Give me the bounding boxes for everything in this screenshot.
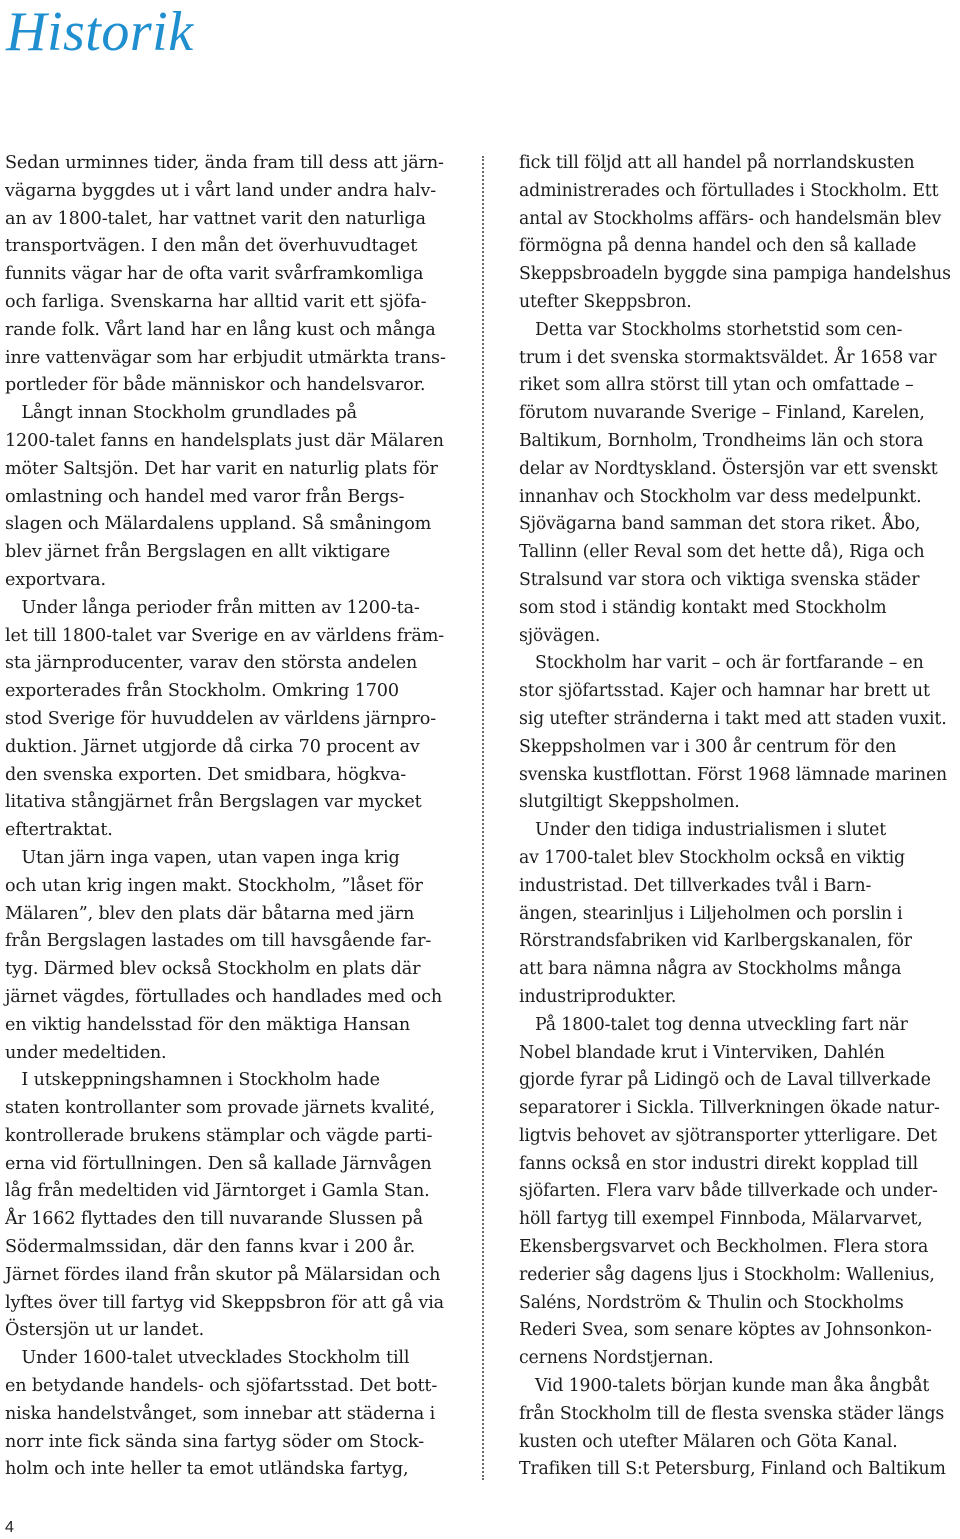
left-text-column <box>5 150 450 1484</box>
text-line: och farliga. Svenskarna har alltid varit ett sjöfa- <box>5 291 427 312</box>
text-line: 1200-talet fanns en handelsplats just där Mälaren <box>5 430 444 451</box>
text-line: duktion. Järnet utgjorde då cirka 70 procent av <box>5 736 420 757</box>
text-line: sjöfarten. Flera varv både tillverkade och under- <box>519 1181 938 1202</box>
text-line: exportvara. <box>5 569 106 590</box>
text-line: järnet vägdes, förtullades och handlades med och <box>5 986 443 1007</box>
text-line: vägarna byggdes ut i vårt land under andra halv- <box>5 180 437 201</box>
text-line: den svenska exporten. Det smidbara, högkva- <box>5 764 407 785</box>
text-line: Järnet fördes iland från skutor på Mälarsidan och <box>5 1264 441 1285</box>
text-line: slutgiltigt Skeppsholmen. <box>519 792 740 813</box>
text-line: fick till följd att all handel på norrlandskusten <box>519 153 915 173</box>
text-line: sjövägen. <box>519 625 601 646</box>
text-line: erna vid förtullningen. Den så kallade Järnvågen <box>5 1153 432 1174</box>
text-line: norr inte fick sända sina fartyg söder om Stock- <box>5 1431 424 1452</box>
text-line: Vid 1900-talets början kunde man åka ångbåt <box>519 1376 930 1397</box>
text-line: sta järnproducenter, varav den största andelen <box>5 653 418 674</box>
text-line: slagen och Mälardalens uppland. Så småningom <box>5 514 432 535</box>
text-line: gjorde fyrar på Lidingö och de Laval tillverkade <box>519 1070 931 1091</box>
text-line: Utan järn inga vapen, utan vapen inga krig <box>5 847 400 868</box>
column-divider <box>482 156 484 1480</box>
text-line: förmögna på denna handel och den så kallade <box>519 236 917 257</box>
text-line: förutom nuvarande Sverige – Finland, Karelen, <box>519 403 925 424</box>
text-line: Rörstrandsfabriken vid Karlbergskanalen, för <box>519 931 912 952</box>
text-line: Under 1600-talet utvecklades Stockholm till <box>5 1348 410 1369</box>
text-line: trum i det svenska stormaktsväldet. År 1658 var <box>519 347 937 368</box>
text-line: Långt innan Stockholm grundlades på <box>5 403 358 424</box>
text-line: från Stockholm till de flesta svenska städer längs <box>519 1403 945 1424</box>
text-line: Baltikum, Bornholm, Trondheims län och stora <box>519 430 924 451</box>
text-line: fanns också en stor industri direkt kopplad till <box>519 1153 919 1174</box>
text-line: från Bergslagen lastades om till havsgående far- <box>5 931 432 952</box>
text-line: stod Sverige för huvuddelen av världens järnpro- <box>5 708 437 729</box>
text-line: möter Saltsjön. Det har varit en naturlig plats för <box>5 458 438 479</box>
text-line: av 1700-talet blev Stockholm också en viktig <box>519 847 905 868</box>
text-line: Skeppsbroadeln byggde sina pampiga handelshus <box>519 264 951 285</box>
text-line: Ekensbergsvarvet och Beckholmen. Flera stora <box>519 1237 929 1258</box>
text-line: cernens Nordstjernan. <box>519 1348 714 1369</box>
text-line: Under långa perioder från mitten av 1200-ta- <box>5 597 420 618</box>
text-line: en viktig handelsstad för den mäktiga Hansan <box>5 1014 411 1035</box>
text-line: administrerades och förtullades i Stockholm. Ett <box>519 180 939 201</box>
text-line: Mälaren”, blev den plats där båtarna med järn <box>5 903 415 924</box>
text-line: ängen, stearinljus i Liljeholmen och porslin i <box>519 903 903 924</box>
text-line: utefter Skeppsbron. <box>519 291 692 312</box>
text-line: blev järnet från Bergslagen en allt viktigare <box>5 542 391 563</box>
text-line: och utan krig ingen makt. Stockholm, ”låset för <box>5 875 423 896</box>
text-line: portleder för både människor och handelsvaror. <box>5 375 426 396</box>
text-line: att bara nämna några av Stockholms många <box>519 959 902 980</box>
text-line: exporterades från Stockholm. Omkring 1700 <box>5 681 399 702</box>
text-line: Trafiken till S:t Petersburg, Finland och Baltikum <box>519 1459 946 1480</box>
text-line: holm och inte heller ta emot utländska fartyg, <box>5 1459 409 1480</box>
text-line: tyg. Därmed blev också Stockholm en plats där <box>5 959 421 980</box>
text-line: Skeppsholmen var i 300 år centrum för den <box>519 736 897 757</box>
text-line: Sedan urminnes tider, ända fram till dess att järn- <box>5 153 444 173</box>
text-line: rande folk. Vårt land har en lång kust och många <box>5 319 436 340</box>
page-title: Historik <box>6 1 194 63</box>
text-line: Östersjön ut ur landet. <box>5 1320 205 1341</box>
text-line: På 1800-talet tog denna utveckling fart när <box>519 1014 908 1035</box>
text-line: Saléns, Nordström & Thulin och Stockholms <box>519 1292 904 1313</box>
text-line: en betydande handels- och sjöfartsstad. Det bott- <box>5 1376 438 1397</box>
text-line: riket som allra störst till ytan och omfattade – <box>519 375 914 396</box>
page-number: 4 <box>5 1519 14 1536</box>
text-line: industriprodukter. <box>519 986 677 1007</box>
text-line: staten kontrollanter som provade järnets kvalité, <box>5 1098 435 1119</box>
text-line: ligtvis behovet av sjötransporter ytterligare. Det <box>519 1125 937 1146</box>
text-line: rederier såg dagens ljus i Stockholm: Wallenius, <box>519 1264 935 1285</box>
text-line: separatorer i Sickla. Tillverkningen ökade natur- <box>519 1098 940 1119</box>
text-line: Södermalmssidan, där den fanns kvar i 200 år. <box>5 1237 416 1258</box>
text-line: an av 1800-talet, har vattnet varit den naturliga <box>5 208 426 229</box>
text-line: antal av Stockholms affärs- och handelsmän blev <box>519 208 942 229</box>
text-line: Sjövägarna band samman det stora riket. Åbo, <box>519 514 921 535</box>
text-line: svenska kustflottan. Först 1968 lämnade marinen <box>519 764 948 785</box>
text-line: under medeltiden. <box>5 1042 167 1063</box>
text-line: kontrollerade brukens stämplar och vägde parti- <box>5 1125 433 1146</box>
text-line: Stralsund var stora och viktiga svenska städer <box>519 569 920 590</box>
text-line: Stockholm har varit – och är fortfarande – en <box>519 653 924 674</box>
text-line: let till 1800-talet var Sverige en av världens främ- <box>5 625 445 646</box>
text-line: höll fartyg till exempel Finnboda, Mälarvarvet, <box>519 1209 923 1230</box>
text-line: industristad. Det tillverkades tvål i Barn- <box>519 875 872 896</box>
right-text-column <box>519 150 959 1484</box>
text-line: lyftes över till fartyg vid Skeppsbron för att gå via <box>5 1292 445 1313</box>
text-line: litativa stångjärnet från Bergslagen var mycket <box>5 792 422 813</box>
text-line: delar av Nordtyskland. Östersjön var ett svenskt <box>519 458 938 479</box>
text-line: stor sjöfartsstad. Kajer och hamnar har brett ut <box>519 681 930 702</box>
text-line: niska handelstvånget, som innebar att städerna i <box>5 1403 436 1424</box>
text-line: sig utefter stränderna i takt med att staden vuxit. <box>519 708 947 729</box>
text-line: innanhav och Stockholm var dess medelpunkt. <box>519 486 922 507</box>
text-line: låg från medeltiden vid Järntorget i Gamla Stan. <box>5 1181 430 1202</box>
text-line: Rederi Svea, som senare köptes av Johnsonkon- <box>519 1320 932 1341</box>
text-line: Detta var Stockholms storhetstid som cen- <box>519 319 903 340</box>
text-line: funnits vägar har de ofta varit svårframkomliga <box>5 264 424 285</box>
text-line: omlastning och handel med varor från Bergs- <box>5 486 405 507</box>
text-line: I utskeppningshamnen i Stockholm hade <box>5 1070 380 1091</box>
text-line: eftertraktat. <box>5 820 113 841</box>
text-line: År 1662 flyttades den till nuvarande Slussen på <box>5 1209 423 1230</box>
text-line: Nobel blandade krut i Vinterviken, Dahlén <box>519 1042 885 1063</box>
text-line: transportvägen. I den mån det överhuvudtaget <box>5 236 418 257</box>
text-line: Tallinn (eller Reval som det hette då), Riga och <box>519 542 925 563</box>
text-line: inre vattenvägar som har erbjudit utmärkta trans- <box>5 347 446 368</box>
text-line: kusten och utefter Mälaren och Göta Kanal. <box>519 1431 898 1452</box>
text-line: Under den tidiga industrialismen i slutet <box>519 820 887 841</box>
text-line: som stod i ständig kontakt med Stockholm <box>519 597 887 618</box>
